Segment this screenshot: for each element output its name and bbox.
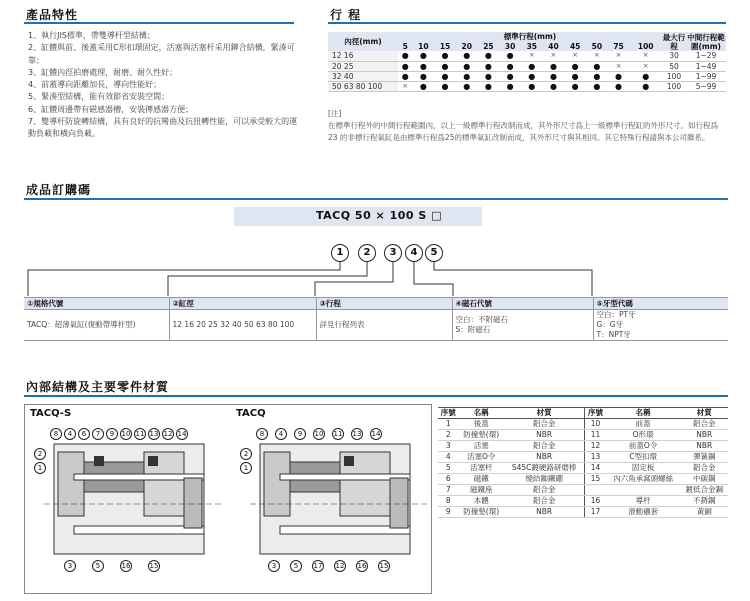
order-table <box>24 297 728 341</box>
callout-3: 3 <box>64 560 76 572</box>
stroke-mid-cell: 1~49 <box>686 61 726 71</box>
stroke-col-5: 5 <box>398 42 413 52</box>
stroke-mark-cell: ● <box>398 51 413 61</box>
stroke-title: 行 程 <box>330 8 362 22</box>
stroke-mark-cell: ● <box>543 61 565 71</box>
stroke-col-40: 40 <box>543 42 565 52</box>
callout-5: 5 <box>290 560 302 572</box>
stroke-col-std: 標準行程(mm) <box>398 32 662 42</box>
order-val-spec-0: TACQ：超薄氣缸(復動帶導杆型) <box>27 320 136 329</box>
stroke-max-cell: 30 <box>662 51 686 61</box>
stroke-bore-cell: 20 25 <box>328 61 398 71</box>
stroke-mark-cell: ● <box>543 71 565 81</box>
parts-head-cell: 序號 <box>438 408 458 419</box>
stroke-mark-cell: ● <box>456 51 478 61</box>
parts-cell: 8 <box>438 496 458 507</box>
order-code: TACQ 50 × 100 S □ <box>316 209 443 222</box>
parts-cell: NBR <box>680 430 728 441</box>
order-val-magnet-1: S：附磁石 <box>455 325 491 334</box>
parts-cell: C型扣環 <box>606 452 681 463</box>
order-val-thread-2: T：NPT牙 <box>596 330 631 339</box>
callout-9: 9 <box>294 428 306 440</box>
stroke-mark-cell: × <box>608 51 630 61</box>
diagram-b-drawing <box>250 434 428 564</box>
stroke-mark-cell: ● <box>413 51 435 61</box>
order-val-thread-1: G：G牙 <box>596 320 624 329</box>
parts-head-cell: 序號 <box>585 408 606 419</box>
stroke-mark-cell: × <box>608 61 630 71</box>
stroke-mark-cell: ● <box>434 71 456 81</box>
structure-title: 內部結構及主要零件材質 <box>26 380 170 394</box>
stroke-col-35: 35 <box>521 42 543 52</box>
feature-item: 7、雙導杆防旋轉結構，具有良好的抗彎曲及抗扭轉性能，可以承受較大的運動負載和橫向負載。 <box>28 117 298 139</box>
parts-cell: 3 <box>438 441 458 452</box>
stroke-mark-cell: ● <box>456 61 478 71</box>
parts-head-cell: 名稱 <box>606 408 681 419</box>
order-circle-5: 5 <box>425 244 443 262</box>
parts-cell: 後蓋 <box>458 419 504 430</box>
stroke-mark-cell: ● <box>499 51 521 61</box>
parts-cell: 17 <box>585 507 606 518</box>
stroke-col-75: 75 <box>608 42 630 52</box>
callout-1: 1 <box>240 462 252 474</box>
callout-15: 15 <box>149 562 159 570</box>
parts-cell: 4 <box>438 452 458 463</box>
parts-cell: 磁鐵 <box>458 474 504 485</box>
order-val-stroke <box>316 310 452 341</box>
callout-11: 11 <box>135 430 145 438</box>
stroke-mark-cell: ● <box>398 61 413 71</box>
stroke-mark-cell: ● <box>456 81 478 91</box>
parts-cell: NBR <box>504 430 585 441</box>
parts-cell: 13 <box>585 452 606 463</box>
parts-cell: 本體 <box>458 496 504 507</box>
parts-cell: 燒結銣鐵硼 <box>504 474 585 485</box>
parts-cell: 內六角承窩頭螺絲 <box>606 474 681 485</box>
parts-cell: 6 <box>438 474 458 485</box>
feature-item: 1、執行JIS標準，帶雙導杆型結構； <box>28 31 155 40</box>
parts-cell: O形環 <box>606 430 681 441</box>
stroke-mark-cell: ● <box>499 81 521 91</box>
parts-cell: 鋁合金 <box>504 496 585 507</box>
callout-17: 17 <box>313 562 323 570</box>
callout-16: 16 <box>357 562 367 570</box>
stroke-mark-cell: × <box>564 51 586 61</box>
parts-row <box>438 496 728 507</box>
order-val-bore-0: 12 16 20 25 32 40 50 63 80 100 <box>172 320 295 329</box>
parts-row <box>438 441 728 452</box>
stroke-mark-cell: ● <box>586 61 608 71</box>
order-val-stroke-0: 詳見行程列表 <box>319 320 365 329</box>
parts-cell: 10 <box>585 419 606 430</box>
callout-14: 14 <box>177 430 187 438</box>
order-val-thread <box>593 310 728 341</box>
callout-13: 13 <box>352 430 362 438</box>
stroke-bore-cell: 32 40 <box>328 71 398 81</box>
parts-cell: 12 <box>585 441 606 452</box>
parts-cell: 7 <box>438 485 458 496</box>
diagram-a-drawing <box>44 434 222 564</box>
parts-cell: 黃銅 <box>680 507 728 518</box>
callout-1: 1 <box>34 462 46 474</box>
parts-head-cell: 材質 <box>680 408 728 419</box>
order-head-spec: ①規格代號 <box>24 298 169 310</box>
stroke-mark-cell: ● <box>586 71 608 81</box>
callout-12: 12 <box>335 562 345 570</box>
parts-cell: NBR <box>680 441 728 452</box>
parts-head-cell: 名稱 <box>458 408 504 419</box>
stroke-mark-cell: ● <box>608 81 630 91</box>
order-circle-4: 4 <box>405 244 423 262</box>
stroke-mark-cell: ● <box>521 61 543 71</box>
parts-cell: 1 <box>438 419 458 430</box>
parts-cell: 前蓋O令 <box>606 441 681 452</box>
order-val-spec <box>24 310 169 341</box>
stroke-mark-cell: × <box>629 61 662 71</box>
diagram-a-label: TACQ-S <box>30 408 72 419</box>
stroke-col-15: 15 <box>434 42 456 52</box>
stroke-mid-cell: 1~99 <box>686 71 726 81</box>
features-title: 產品特性 <box>26 8 79 22</box>
stroke-note-label: [注] <box>328 109 342 118</box>
feature-item: 4、前蓋導向距離加長，導向性能好； <box>28 80 162 90</box>
order-head-bore: ②缸徑 <box>169 298 316 310</box>
stroke-mark-cell: ● <box>521 71 543 81</box>
stroke-mark-cell: × <box>521 51 543 61</box>
stroke-mark-cell: ● <box>564 71 586 81</box>
callout-11: 11 <box>333 430 343 438</box>
order-val-magnet-0: 空白：不附磁石 <box>455 315 508 324</box>
callout-8: 8 <box>256 428 268 440</box>
order-circle-1: 1 <box>331 244 349 262</box>
order-head-stroke: ③行程 <box>316 298 452 310</box>
callout-15: 15 <box>379 562 389 570</box>
stroke-col-10: 10 <box>413 42 435 52</box>
stroke-mark-cell: ● <box>434 81 456 91</box>
stroke-col-25: 25 <box>478 42 500 52</box>
parts-cell: 鋁合金 <box>680 463 728 474</box>
parts-cell: 防撞墊(環) <box>458 430 504 441</box>
stroke-mark-cell: ● <box>521 81 543 91</box>
feature-item: 6、缸體周邊帶有磁感器槽，安裝傳感器方便； <box>28 104 194 114</box>
stroke-mark-cell: × <box>629 51 662 61</box>
order-head-thread: ⑤牙型代碼 <box>593 298 728 310</box>
callout-6: 6 <box>78 428 90 440</box>
stroke-mark-cell: ● <box>478 81 500 91</box>
parts-cell: 活塞O令 <box>458 452 504 463</box>
diagram-b-label: TACQ <box>236 408 266 419</box>
parts-cell: 鍍低合金鋼 <box>680 485 728 496</box>
callout-10: 10 <box>314 430 324 438</box>
stroke-mark-cell: ● <box>478 51 500 61</box>
stroke-mark-cell: ● <box>478 71 500 81</box>
parts-cell <box>585 485 606 496</box>
stroke-max-cell: 50 <box>662 61 686 71</box>
stroke-mark-cell: ● <box>586 81 608 91</box>
callout-4: 4 <box>275 428 287 440</box>
stroke-mark-cell: ● <box>413 81 435 91</box>
parts-row <box>438 463 728 474</box>
parts-cell: 防撞墊(環) <box>458 507 504 518</box>
order-head-magnet: ④磁石代號 <box>452 298 593 310</box>
parts-cell: 5 <box>438 463 458 474</box>
callout-4: 4 <box>64 428 76 440</box>
feature-item: 5、緊湊型結構，能有效節省安裝空間； <box>28 92 170 102</box>
stroke-mark-cell: ● <box>478 61 500 71</box>
parts-cell: 活塞 <box>458 441 504 452</box>
order-circle-2: 2 <box>358 244 376 262</box>
stroke-mark-cell: ● <box>456 71 478 81</box>
parts-cell: 鋁合金 <box>504 419 585 430</box>
stroke-mark-cell: ● <box>434 51 456 61</box>
callout-8: 8 <box>50 428 62 440</box>
parts-cell: 導杆 <box>606 496 681 507</box>
callout-13: 13 <box>149 430 159 438</box>
parts-cell: 中碳鋼 <box>680 474 728 485</box>
parts-row <box>438 419 728 430</box>
parts-cell <box>606 485 681 496</box>
stroke-mark-cell: ● <box>564 61 586 71</box>
stroke-col-20: 20 <box>456 42 478 52</box>
parts-cell: 前蓋 <box>606 419 681 430</box>
stroke-col-bore: 內徑(mm) <box>328 32 398 51</box>
stroke-mark-cell: ● <box>543 81 565 91</box>
stroke-mark-cell: ● <box>629 81 662 91</box>
stroke-max-cell: 100 <box>662 81 686 91</box>
parts-row <box>438 430 728 441</box>
parts-cell: 鋁合金 <box>504 441 585 452</box>
stroke-mark-cell: ● <box>413 71 435 81</box>
stroke-mark-cell: ● <box>499 71 521 81</box>
parts-cell: 鋁合金 <box>680 419 728 430</box>
order-val-thread-0: 空白：PT牙 <box>596 310 636 319</box>
stroke-mark-cell: ● <box>434 61 456 71</box>
parts-cell: 16 <box>585 496 606 507</box>
parts-cell: 鋁合金 <box>504 485 585 496</box>
parts-cell: 彈簧鋼 <box>680 452 728 463</box>
stroke-mark-cell: ● <box>608 71 630 81</box>
feature-item: 3、缸體內徑拍磨處理，耐磨、耐久性好； <box>28 67 178 77</box>
order-val-bore <box>169 310 316 341</box>
parts-table <box>438 407 728 518</box>
parts-cell: 2 <box>438 430 458 441</box>
parts-cell: 固定板 <box>606 463 681 474</box>
order-val-magnet <box>452 310 593 341</box>
callout-9: 9 <box>106 428 118 440</box>
parts-cell: 磁鐵座 <box>458 485 504 496</box>
order-circle-3: 3 <box>384 244 402 262</box>
stroke-col-50: 50 <box>586 42 608 52</box>
parts-row <box>438 485 728 496</box>
callout-2: 2 <box>34 448 46 460</box>
callout-2: 2 <box>240 448 252 460</box>
stroke-note-text: 在標準行程外的中間行程範圍內，以上一級標準行程改制而成，其外形尺寸爲上一級標準行程缸的外形尺寸。如行程爲23 的非標行程氣缸是由標準行程爲25的標準氣缸改制而成，其外形尺寸與其相同。其它特殊行程請與本公司聯系。 <box>328 121 718 142</box>
parts-cell: NBR <box>504 507 585 518</box>
callout-10: 10 <box>121 430 131 438</box>
callout-5: 5 <box>92 560 104 572</box>
stroke-mark-cell: × <box>398 81 413 91</box>
stroke-mark-cell: × <box>543 51 565 61</box>
stroke-mark-cell: ● <box>564 81 586 91</box>
stroke-col-45: 45 <box>564 42 586 52</box>
stroke-bore-cell: 50 63 80 100 <box>328 81 398 91</box>
callout-3: 3 <box>268 560 280 572</box>
parts-row <box>438 507 728 518</box>
parts-cell: S45C鍍硬鉻研磨棒 <box>504 463 585 474</box>
stroke-col-mid: 中間行程範圍(mm) <box>687 32 725 51</box>
callout-12: 12 <box>163 430 173 438</box>
parts-cell: 9 <box>438 507 458 518</box>
stroke-col-30: 30 <box>499 42 521 52</box>
parts-cell: NBR <box>504 452 585 463</box>
stroke-mark-cell: ● <box>629 71 662 81</box>
parts-row <box>438 452 728 463</box>
stroke-mid-cell: 1~29 <box>686 51 726 61</box>
feature-item: 2、缸體與前、後蓋采用C形扣環固定，活塞與活塞杆采用鉚合結構，緊湊可靠； <box>28 43 295 65</box>
stroke-mark-cell: ● <box>398 71 413 81</box>
parts-cell: 11 <box>585 430 606 441</box>
stroke-col-100: 100 <box>629 42 662 52</box>
parts-cell: 14 <box>585 463 606 474</box>
parts-cell: 15 <box>585 474 606 485</box>
stroke-col-max: 最大行程 <box>662 32 686 51</box>
order-title: 成品訂購碼 <box>26 183 92 197</box>
parts-row <box>438 474 728 485</box>
stroke-bore-cell: 12 16 <box>328 51 398 61</box>
parts-head-cell: 材質 <box>504 408 585 419</box>
stroke-mark-cell: × <box>586 51 608 61</box>
parts-cell: 不銹鋼 <box>680 496 728 507</box>
callout-7: 7 <box>92 428 104 440</box>
parts-cell: 活塞杆 <box>458 463 504 474</box>
stroke-mark-cell: ● <box>413 61 435 71</box>
structure-title-bar <box>24 395 728 397</box>
callout-14: 14 <box>371 430 381 438</box>
callout-16: 16 <box>121 562 131 570</box>
parts-cell: 滑動襯套 <box>606 507 681 518</box>
stroke-max-cell: 100 <box>662 71 686 81</box>
stroke-mark-cell: ● <box>499 61 521 71</box>
stroke-mid-cell: 5~99 <box>686 81 726 91</box>
